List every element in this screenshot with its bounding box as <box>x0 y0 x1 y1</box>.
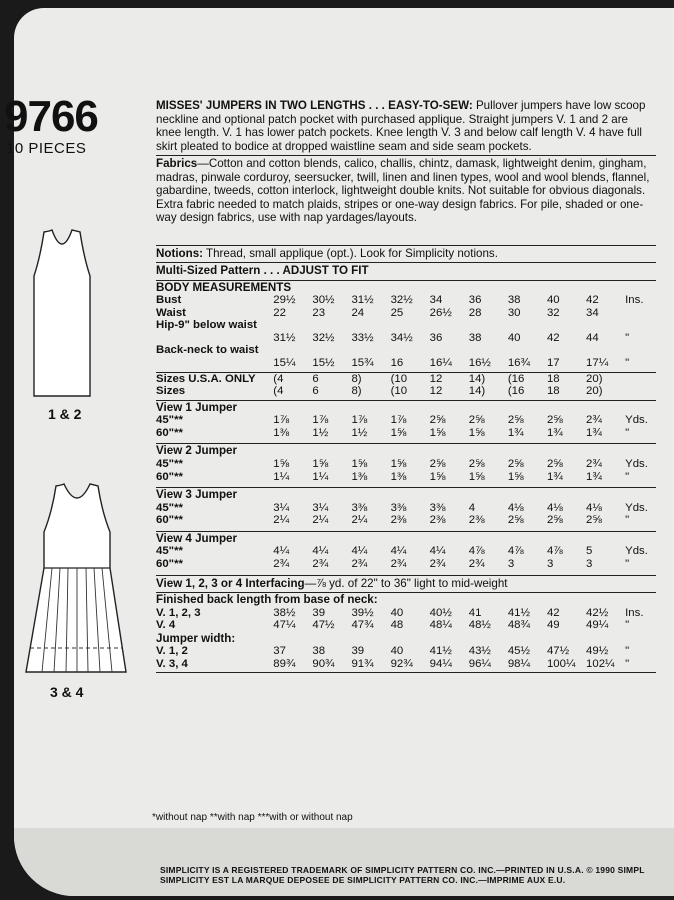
table-cell <box>508 319 547 332</box>
table-cell: 2¼ <box>273 514 290 527</box>
footnote: *without nap **with nap ***with or without nap <box>152 812 353 823</box>
table-cell: 34 <box>586 306 599 319</box>
table-cell: 2⅝ <box>507 514 524 527</box>
yardage-row <box>156 514 656 527</box>
table-cell: 16¾ <box>507 356 531 369</box>
table-cell: 17¼ <box>586 356 609 369</box>
table-cell: 34½ <box>390 331 413 344</box>
table-cell: 1¾ <box>586 470 602 483</box>
table-cell: 2⅝ <box>546 414 563 427</box>
measurement-row <box>156 332 656 345</box>
view-label: V. 3, 4 <box>156 657 188 670</box>
table-cell: 3⅜ <box>429 501 446 514</box>
table-cell: 98¼ <box>507 657 531 670</box>
table-cell: 8) <box>351 372 362 385</box>
unit-label <box>625 373 656 386</box>
table-cell <box>391 344 430 357</box>
table-cell: 2¾ <box>351 557 368 570</box>
view-label: V. 1, 2 <box>156 645 188 658</box>
table-cell: 2⅝ <box>586 514 602 527</box>
table-cell: 2¼ <box>312 514 329 527</box>
table-cell: 1¼ <box>312 470 329 483</box>
view-title: View 4 Jumper <box>156 531 237 545</box>
table-cell: 100¼ <box>546 657 576 670</box>
unit-label: " <box>625 619 630 632</box>
table-cell: 2¾ <box>273 557 290 570</box>
table-cell: 4¼ <box>312 545 329 558</box>
table-cell: 45½ <box>507 645 531 658</box>
unit-label: " <box>625 331 630 344</box>
table-cell: (4 <box>273 385 284 398</box>
table-cell: 31½ <box>351 294 374 306</box>
jumper-pleated-illustration <box>22 482 134 682</box>
table-cell: 49 <box>546 619 560 632</box>
table-cell: 2⅝ <box>546 457 563 470</box>
yardage-row <box>156 502 656 515</box>
table-cell: 47½ <box>546 645 570 658</box>
table-cell: 3 <box>546 557 554 570</box>
table-cell: 20) <box>586 385 603 398</box>
fabric-width-label: 60"** <box>156 514 183 527</box>
table-cell <box>273 344 312 357</box>
table-cell: 12 <box>429 372 443 385</box>
table-cell: 92¾ <box>390 657 413 670</box>
interfacing <box>156 576 656 593</box>
table-cell <box>351 319 390 332</box>
table-cell: 91¾ <box>351 657 374 670</box>
view-title: View 1 Jumper <box>156 400 237 414</box>
pieces-count: 10 PIECES <box>6 140 87 157</box>
table-cell: 43½ <box>468 645 491 658</box>
table-cell: 8) <box>351 385 362 398</box>
table-cell: 16¼ <box>429 356 452 369</box>
unit-label <box>625 319 656 332</box>
table-cell: 2¾ <box>312 557 329 570</box>
table-cell <box>430 319 469 332</box>
description-title: MISSES' JUMPERS IN TWO LENGTHS . . . <box>156 99 385 112</box>
measurement-label: Waist <box>156 306 186 319</box>
table-cell: 40 <box>390 645 404 658</box>
fabric-width-label: 45"** <box>156 501 183 514</box>
table-cell: 44 <box>586 331 599 344</box>
table-cell: 4¼ <box>390 545 407 558</box>
table-cell: 2⅝ <box>429 414 446 427</box>
measurement-label <box>156 332 273 345</box>
trademark-footer <box>160 865 645 885</box>
yardage-table <box>156 458 656 483</box>
unit-label: Yds. <box>625 414 648 427</box>
table-cell: 3 <box>507 557 515 570</box>
table-cell: 1⅞ <box>312 414 329 427</box>
view-label: V. 4 <box>156 619 176 632</box>
table-cell: 3¼ <box>273 501 290 514</box>
table-cell: 1⅝ <box>390 426 407 439</box>
fabric-width-label: 60"** <box>156 426 183 439</box>
unit-label: " <box>625 514 630 527</box>
table-cell: 38 <box>468 331 482 344</box>
table-cell: 2¾ <box>429 557 446 570</box>
yardage-row <box>156 458 656 471</box>
table-cell <box>312 344 351 357</box>
measurement-row <box>156 319 656 332</box>
size-row <box>156 373 656 386</box>
table-cell: 38½ <box>273 606 296 619</box>
table-cell: 15½ <box>312 356 335 369</box>
figure-label-3-4: 3 & 4 <box>50 684 84 700</box>
table-cell: 1⅝ <box>390 457 407 470</box>
table-cell: 30 <box>507 306 521 319</box>
table-cell: (10 <box>390 372 408 385</box>
finished-length-title: Finished back length from base of neck: <box>156 593 378 606</box>
finished-length-row <box>156 619 656 632</box>
table-cell: 4⅛ <box>546 501 563 514</box>
fabric-width-label: 45"** <box>156 414 183 427</box>
view-title: View 2 Jumper <box>156 444 237 458</box>
size-row <box>156 385 656 398</box>
table-cell <box>547 344 586 357</box>
pattern-info <box>156 98 656 673</box>
table-cell: 14) <box>468 372 486 385</box>
table-cell: 36 <box>468 294 482 306</box>
yardage-table <box>156 502 656 527</box>
table-cell <box>430 344 469 357</box>
table-cell: 41½ <box>507 606 531 619</box>
table-cell: 4⅛ <box>507 501 524 514</box>
table-cell: 1⅝ <box>273 457 290 470</box>
unit-label: " <box>625 645 630 658</box>
table-cell: 2¼ <box>351 514 368 527</box>
description-easy: EASY-TO-SEW: <box>388 99 473 112</box>
table-cell: 42½ <box>586 606 609 619</box>
table-cell: 1⅝ <box>429 470 446 483</box>
finished-length-row <box>156 607 656 620</box>
table-cell: 1⅞ <box>273 414 290 427</box>
table-cell <box>586 319 625 332</box>
table-cell: (16 <box>507 372 525 385</box>
table-cell: 41 <box>468 606 482 619</box>
table-cell: 2⅜ <box>390 514 407 527</box>
table-cell: 32½ <box>390 294 413 306</box>
table-cell: 47¾ <box>351 619 374 632</box>
table-cell: 40 <box>390 606 404 619</box>
notions-text: Thread, small applique (opt.). Look for Simplicity notions. <box>206 246 498 260</box>
table-cell: 34 <box>429 294 443 306</box>
table-cell: 42 <box>546 331 560 344</box>
table-cell: 1½ <box>351 426 368 439</box>
table-cell: 33½ <box>351 331 374 344</box>
table-cell: 4¼ <box>351 545 368 558</box>
table-cell: 25 <box>390 306 404 319</box>
table-cell: 96¼ <box>468 657 491 670</box>
fabric-width-label: 45"** <box>156 457 183 470</box>
table-cell: 3⅜ <box>351 501 368 514</box>
table-cell: 39 <box>312 606 326 619</box>
table-cell: (10 <box>390 385 408 398</box>
unit-label: Ins. <box>625 294 644 306</box>
table-cell: 2¾ <box>468 557 485 570</box>
yardage-row <box>156 545 656 558</box>
table-cell: 48¾ <box>507 619 531 632</box>
table-cell: 2⅝ <box>468 414 485 427</box>
pattern-number: 9766 <box>4 92 98 141</box>
size-label: Sizes U.S.A. ONLY <box>156 372 256 385</box>
table-cell: 4¼ <box>273 545 290 558</box>
table-cell: 36 <box>429 331 443 344</box>
unit-label <box>625 385 656 398</box>
unit-label: " <box>625 356 630 369</box>
table-cell: 2⅝ <box>507 414 524 427</box>
jumper-straight-illustration <box>28 228 96 403</box>
table-cell: 1¾ <box>546 426 563 439</box>
unit-label: Ins. <box>625 606 644 619</box>
jumper-width-row <box>156 658 656 671</box>
table-cell: 38 <box>507 294 521 306</box>
table-cell: 30½ <box>312 294 335 306</box>
measurement-label <box>156 357 273 370</box>
table-cell: 1⅜ <box>273 426 290 439</box>
table-cell: 90¾ <box>312 657 335 670</box>
unit-label: Yds. <box>625 457 648 470</box>
table-cell: 16½ <box>468 356 491 369</box>
table-cell: 1⅝ <box>468 470 485 483</box>
jumper-width-row <box>156 645 656 658</box>
measurement-row <box>156 344 656 357</box>
notions <box>156 246 656 263</box>
table-cell: 2¾ <box>586 414 602 427</box>
measurement-row <box>156 294 656 307</box>
table-cell <box>469 319 508 332</box>
table-cell: 2⅝ <box>468 457 485 470</box>
table-cell: 42 <box>586 294 599 306</box>
table-cell <box>351 344 390 357</box>
table-cell <box>273 319 312 332</box>
table-cell: 38 <box>312 645 326 658</box>
table-cell: 39½ <box>351 606 374 619</box>
yardage-row <box>156 414 656 427</box>
fabric-width-label: 60"** <box>156 557 183 570</box>
table-cell: 3⅜ <box>390 501 407 514</box>
table-cell: 16 <box>390 356 404 369</box>
table-cell: 47¼ <box>273 619 296 632</box>
view-title: View 3 Jumper <box>156 488 237 502</box>
table-cell: 40½ <box>429 606 452 619</box>
body-measurements-header: BODY MEASUREMENTS <box>156 280 292 294</box>
table-cell: 23 <box>312 306 326 319</box>
figure-label-1-2: 1 & 2 <box>48 406 82 422</box>
table-cell <box>508 344 547 357</box>
size-label: Sizes <box>156 385 186 398</box>
table-cell: 2⅝ <box>546 514 563 527</box>
fabrics-label: Fabrics <box>156 157 198 170</box>
table-cell: (16 <box>507 385 525 398</box>
table-cell: 17 <box>546 356 560 369</box>
table-cell: 14) <box>468 385 486 398</box>
table-cell: 2¾ <box>586 457 602 470</box>
table-cell: 1⅝ <box>429 426 446 439</box>
table-cell: 42 <box>546 606 560 619</box>
sizes-table <box>156 373 656 398</box>
table-cell: 4⅛ <box>586 501 602 514</box>
yardage-row <box>156 427 656 440</box>
table-cell: 3 <box>586 557 593 570</box>
yardage-views <box>156 401 656 576</box>
table-cell <box>312 319 351 332</box>
interfacing-text: —⅞ yd. of 22" to 36" light to mid-weight <box>304 576 508 590</box>
table-cell: 41½ <box>429 645 452 658</box>
jumper-width-table <box>156 645 656 670</box>
unit-label: " <box>625 557 630 570</box>
table-cell: 2⅜ <box>468 514 485 527</box>
fabrics-text: —Cotton and cotton blends, calico, challis, chintz, damask, lightweight denim, gingham, madras, pinwale corduroy, seersucker, twill, linen and linen types, wool and wool blends, flannel, gabardine, tweeds, cotton interlock, lightweight double knits. Not suitable for obvious diagonals. Extra fabric needed to match plaids, stripes or one-way design fabrics. For pile, shaded or one-way design fabrics, use with nap yardages/layouts. <box>156 157 650 224</box>
table-cell <box>391 319 430 332</box>
table-cell: 24 <box>351 306 365 319</box>
table-cell: 49¼ <box>586 619 609 632</box>
jumper-width-title: Jumper width: <box>156 631 236 645</box>
table-cell: 40 <box>507 331 521 344</box>
table-cell: 39 <box>351 645 365 658</box>
measurement-label: Hip-9" below waist <box>156 319 257 332</box>
yardage-row <box>156 471 656 484</box>
table-cell: 18 <box>546 372 560 385</box>
trademark-line-french: SIMPLICITY EST LA MARQUE DEPOSEE DE SIMPLICITY PATTERN CO. INC.—IMPRIME AUX E.U. <box>160 875 566 885</box>
table-cell: (4 <box>273 372 284 385</box>
table-cell: 15¼ <box>273 356 296 369</box>
body-measurements-table <box>156 294 656 370</box>
yardage-table <box>156 545 656 570</box>
trademark-line-english: SIMPLICITY IS A REGISTERED TRADEMARK OF SIMPLICITY PATTERN CO. INC.—PRINTED IN U.S.A. © 1990 SIMPL <box>160 865 645 875</box>
table-cell: 4⅞ <box>507 545 524 558</box>
table-cell: 6 <box>312 372 319 385</box>
table-cell: 1⅜ <box>351 470 368 483</box>
yardage-table <box>156 414 656 439</box>
interfacing-label: View 1, 2, 3 or 4 Interfacing <box>156 576 305 590</box>
measurement-row <box>156 307 656 320</box>
table-cell: 29½ <box>273 294 296 306</box>
table-cell: 1⅞ <box>390 414 407 427</box>
table-cell: 1⅝ <box>351 457 368 470</box>
table-cell: 48¼ <box>429 619 452 632</box>
table-cell <box>469 344 508 357</box>
table-cell: 1⅞ <box>351 414 368 427</box>
table-cell: 1¼ <box>273 470 290 483</box>
table-cell: 4 <box>468 501 476 514</box>
fabric-width-label: 60"** <box>156 470 183 483</box>
table-cell: 89¾ <box>273 657 296 670</box>
table-cell: 20) <box>586 372 603 385</box>
table-cell <box>586 344 625 357</box>
table-cell: 32½ <box>312 331 335 344</box>
table-cell <box>547 319 586 332</box>
unit-label: Yds. <box>625 501 648 514</box>
unit-label: " <box>625 657 630 670</box>
notions-label: Notions: <box>156 246 204 260</box>
table-cell: 49½ <box>586 645 609 658</box>
table-cell: 47½ <box>312 619 335 632</box>
divider <box>156 672 656 673</box>
table-cell: 26½ <box>429 306 452 319</box>
table-cell: 4⅞ <box>468 545 485 558</box>
table-cell: 28 <box>468 306 482 319</box>
table-cell: 1⅝ <box>507 470 524 483</box>
table-cell: 94¼ <box>429 657 452 670</box>
table-cell: 5 <box>586 545 593 558</box>
unit-label <box>625 307 656 320</box>
table-cell: 2¾ <box>390 557 407 570</box>
measurement-label: Back-neck to waist <box>156 344 259 357</box>
table-cell: 40 <box>546 294 560 306</box>
table-cell: 2⅝ <box>429 457 446 470</box>
table-cell: 12 <box>429 385 443 398</box>
fabrics <box>156 156 656 227</box>
table-cell: 6 <box>312 385 319 398</box>
table-cell: 37 <box>273 645 286 658</box>
table-cell: 1¾ <box>507 426 524 439</box>
table-cell: 1⅜ <box>390 470 407 483</box>
table-cell: 4¼ <box>429 545 446 558</box>
description <box>156 98 656 155</box>
unit-label: Yds. <box>625 545 648 558</box>
table-cell: 15¾ <box>351 356 374 369</box>
table-cell: 2⅜ <box>429 514 446 527</box>
table-cell: 31½ <box>273 331 296 344</box>
finished-length-table <box>156 607 656 632</box>
description-text: Pullover jumpers have low scoop neckline and optional patch pocket with purchased applique. Straight jumpers V. 1 and 2 are knee length. V. 1 has lower patch pockets. Knee length V. 3 and below calf length V. 4 have full skirt pleated to bodice at dropped waistline seam and side seam pockets. <box>156 99 646 153</box>
table-cell: 3¼ <box>312 501 329 514</box>
table-cell: 1¾ <box>546 470 563 483</box>
table-cell: 1⅝ <box>468 426 485 439</box>
fabric-width-label: 45"** <box>156 545 183 558</box>
table-cell: 1½ <box>312 426 329 439</box>
table-cell: 1¾ <box>586 426 602 439</box>
table-cell: 18 <box>546 385 560 398</box>
unit-label <box>625 344 656 357</box>
table-cell: 4⅞ <box>546 545 563 558</box>
yardage-row <box>156 558 656 571</box>
table-cell: 22 <box>273 306 286 319</box>
measurement-row <box>156 357 656 370</box>
envelope-bottom-edge <box>14 828 674 896</box>
measurement-label: Bust <box>156 294 182 306</box>
unit-label: " <box>625 426 630 439</box>
table-cell: 102¼ <box>586 657 615 670</box>
multi-sized-label: Multi-Sized Pattern . . . ADJUST TO FIT <box>156 264 369 277</box>
table-cell: 1⅝ <box>312 457 329 470</box>
unit-label: " <box>625 470 630 483</box>
view-label: V. 1, 2, 3 <box>156 606 201 619</box>
table-cell: 48 <box>390 619 404 632</box>
table-cell: 2⅝ <box>507 457 524 470</box>
table-cell: 32 <box>546 306 560 319</box>
table-cell: 48½ <box>468 619 491 632</box>
